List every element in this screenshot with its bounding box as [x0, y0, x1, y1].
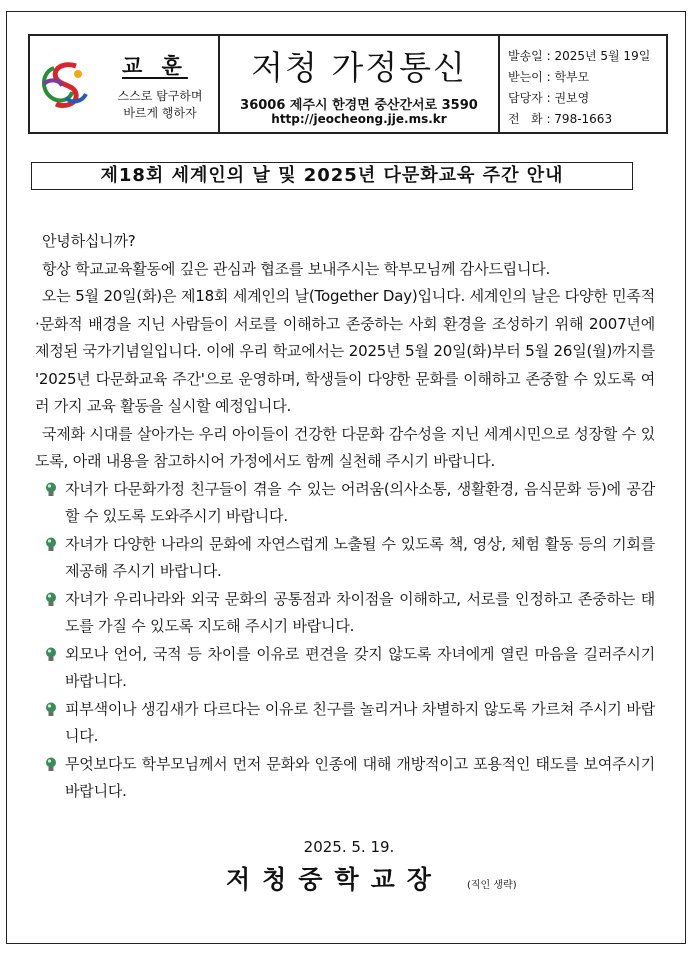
phone: 전 화 : 798-1663	[508, 112, 613, 126]
school-address: 36006 제주시 한경면 중산간서로 3590	[240, 98, 478, 113]
list-item	[35, 586, 655, 641]
info-cell	[500, 36, 666, 132]
manager: 담당자 : 권보영	[508, 91, 590, 105]
newsletter-header	[28, 34, 668, 134]
bullet-list	[35, 476, 655, 806]
greeting: 안녕하십니까?	[42, 232, 136, 250]
bulb-bullet-icon	[45, 702, 57, 718]
issue-date: 2025. 5. 19.	[303, 838, 395, 856]
list-item	[35, 476, 655, 531]
school-url[interactable]: http://jeocheong.jje.ms.kr	[271, 112, 447, 126]
bulb-bullet-icon	[45, 592, 57, 608]
bullet-text: 피부색이나 생김새가 다르다는 이유로 친구를 놀리거나 차별하지 않도록 가르쳐 주시기 바랍니다.	[65, 699, 655, 745]
bulb-bullet-icon	[45, 482, 57, 498]
principal-signature: 저청중학교장	[226, 865, 443, 894]
recipient: 받는이 : 학부모	[508, 70, 590, 84]
letter-body	[35, 228, 655, 806]
bullet-text: 무엇보다도 학부모님께서 먼저 문화와 인종에 대해 개방적이고 포용적인 태도를 보여주시기 바랍니다.	[65, 754, 655, 800]
paragraph-2: 오는 5월 20일(화)은 제18회 세계인의 날(Together Day)입니다. 세계인의 날은 다양한 민족적·문화적 배경을 지닌 사람들이 서로를 이해하고 존중하는 사회 환경을 조성하기 위해 2007년에 제정된 국가기념일입니다. 이에 우리 학교에서는 2025년 5월 20일(화)부터 5월 26일(월)까지를 '2025년 다문화교육 주간'으로 운영하며, 학생들이 다양한 문화를 이해하고 존중할 수 있도록 여러 가지 교육 활동을 실시할 예정입니다.	[35, 287, 655, 415]
paragraph-3: 국제화 시대를 살아가는 우리 아이들이 건강한 다문화 감수성을 지닌 세계시민으로 성장할 수 있도록, 아래 내용을 참고하시어 가정에서도 함께 실천해 주시기 바랍니다.	[35, 424, 655, 470]
bullet-text: 자녀가 우리나라와 외국 문화의 공통점과 차이점을 이해하고, 서로를 인정하고 존중하는 태도를 가질 수 있도록 지도해 주시기 바랍니다.	[65, 589, 655, 635]
motto-cell	[30, 36, 220, 132]
notice-title: 제18회 세계인의 날 및 2025년 다문화교육 주간 안내	[31, 162, 633, 190]
list-item	[35, 531, 655, 586]
bulb-bullet-icon	[45, 757, 57, 773]
seal-note: (직인 생략)	[467, 880, 517, 891]
bullet-text: 자녀가 다양한 나라의 문화에 자연스럽게 노출될 수 있도록 책, 영상, 체험 활동 등의 기회를 제공해 주시기 바랍니다.	[65, 534, 655, 580]
send-date: 발송일 : 2025년 5월 19일	[508, 49, 651, 63]
bulb-bullet-icon	[45, 647, 57, 663]
list-item	[35, 751, 655, 806]
motto-line-2: 바르게 행하자	[123, 106, 197, 120]
title-cell	[220, 36, 500, 132]
newsletter-title: 저청 가정통신	[251, 48, 467, 87]
bullet-text: 외모나 언어, 국적 등 차이를 이유로 편견을 갖지 않도록 자녀에게 열린 마음을 길러주시기 바랍니다.	[65, 644, 655, 690]
bullet-text: 자녀가 다문화가정 친구들이 겪을 수 있는 어려움(의사소통, 생활환경, 음식문화 등)에 공감할 수 있도록 도와주시기 바랍니다.	[65, 479, 655, 525]
list-item	[35, 696, 655, 751]
motto-line-1: 스스로 탐구하며	[117, 89, 203, 103]
school-logo-icon	[36, 58, 92, 110]
motto-text	[110, 88, 210, 122]
motto-label: 교 훈	[122, 54, 188, 78]
bulb-bullet-icon	[45, 537, 57, 553]
list-item	[35, 641, 655, 696]
paragraph-1: 항상 학교교육활동에 깊은 관심과 협조를 보내주시는 학부모님께 감사드립니다.	[42, 259, 551, 278]
